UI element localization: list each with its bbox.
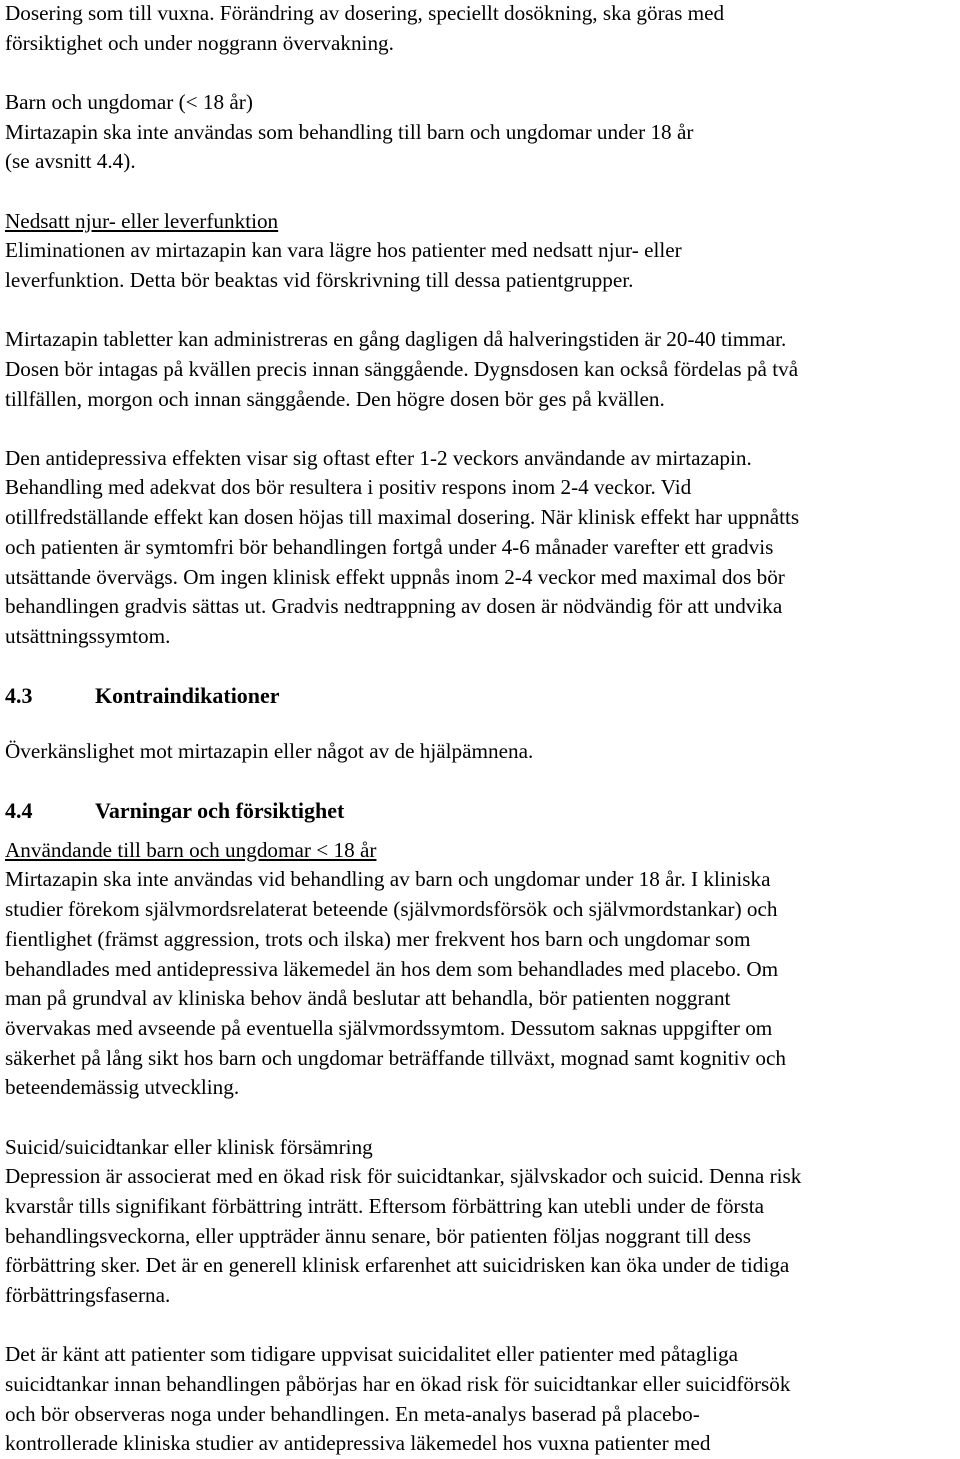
text-line: Dosen bör intagas på kvällen precis innan sänggående. Dygnsdosen kan också fördelas på två [5,356,799,381]
text-line: behandlingsveckorna, eller uppträder ännu senare, bör patienten följas noggrant till dess [5,1223,752,1248]
text-line: studier förekom självmordsrelaterat beteende (självmordsförsök och självmordstankar) och [5,897,778,922]
text-line: behandlades med antidepressiva läkemedel än hos dem som behandlades med placebo. Om [5,956,779,981]
text-line: Dosering som till vuxna. Förändring av dosering, speciellt dosökning, ska göras med [5,1,725,25]
text-line: Det är känt att patienter som tidigare uppvisat suicidalitet eller patienter med påtagliga [5,1342,739,1367]
text-line: fientlighet (främst aggression, trots och ilska) mer frekvent hos barn och ungdomar som [5,926,751,951]
text-line: förbättring sker. Det är en generell klinisk erfarenhet att suicidrisken kan öka under de tidiga [5,1253,790,1278]
section-number: 4.4 [5,798,33,824]
section-title: Varningar och försiktighet [95,798,345,824]
paragraph-dose-adults [5,0,957,58]
text-line: man på grundval av kliniska behov ändå beslutar att behandla, bör patienten noggrant [5,986,731,1011]
section-renal-hepatic [5,207,957,296]
text-line: Mirtazapin ska inte användas vid behandling av barn och ungdomar under 18 år. I kliniska [5,867,771,892]
text-line: utsättande övervägs. Om ingen klinisk effekt uppnås inom 2-4 veckor med maximal dos bör [5,564,785,589]
section-children [5,88,957,177]
text-line: suicidtankar innan behandlingen påbörjas har en ökad risk för suicidtankar eller suicidförsök [5,1372,791,1397]
subheading-suicide: Suicid/suicidtankar eller klinisk försämring [5,1134,373,1159]
text-line: Mirtazapin ska inte användas som behandling till barn och ungdomar under 18 år [5,119,694,144]
text-line: och bör observeras noga under behandlingen. En meta-analys baserad på placebo- [5,1401,700,1426]
section-suicide [5,1133,957,1311]
text-line: Behandling med adekvat dos bör resultera i positiv respons inom 2-4 veckor. Vid [5,475,692,500]
text-line: säkerhet på lång sikt hos barn och ungdomar beträffande tillväxt, mognad samt kognitiv och [5,1045,786,1070]
text-line: övervakas med avseende på eventuella självmordssymtom. Dessutom saknas uppgifter om [5,1015,773,1040]
text-line: beteendemässig utveckling. [5,1075,240,1100]
text-line: kontrollerade kliniska studier av antidepressiva läkemedel hos vuxna patienter med [5,1431,711,1456]
paragraph-suicide-history [5,1340,957,1459]
paragraph-effect [5,444,957,652]
text-line: otillfredställande effekt kan dosen höjas till maximal dosering. När klinisk effekt har uppnåtts [5,505,800,530]
text-line: leverfunktion. Detta bör beaktas vid förskrivning till dessa patientgrupper. [5,267,634,292]
text-line: försiktighet och under noggrann övervakning. [5,30,394,55]
text-line: kvarstår tills signifikant förbättring inträtt. Eftersom förbättring kan utebli under de första [5,1194,765,1218]
text-line: behandlingen gradvis sättas ut. Gradvis nedtrappning av dosen är nödvändig för att undvika [5,594,783,619]
text-line: Depression är associerat med en ökad risk för suicidtankar, självskador och suicid. Denna risk [5,1164,802,1189]
section-number: 4.3 [5,683,33,709]
text-line: Den antidepressiva effekten visar sig oftast efter 1-2 veckors användande av mirtazapin. [5,445,752,470]
subheading-pediatric-use: Användande till barn och ungdomar < 18 år [5,837,377,862]
subheading-renal-hepatic: Nedsatt njur- eller leverfunktion [5,208,279,233]
text-line: (se avsnitt 4.4). [5,149,136,174]
text-line: tillfällen, morgon och innan sänggående. Den högre dosen bör ges på kvällen. [5,386,665,411]
text-line: och patienten är symtomfri bör behandlingen fortgå under 4-6 månader varefter ett gradvis [5,534,774,559]
text-line: Mirtazapin tabletter kan administreras en gång dagligen då halveringstiden är 20-40 timmar. [5,327,787,352]
text-line: förbättringsfaserna. [5,1283,171,1308]
section-heading-4-4 [5,796,957,826]
section-pediatric-use [5,836,957,1103]
text-line: utsättningssymtom. [5,623,171,648]
subheading-children: Barn och ungdomar (< 18 år) [5,89,253,114]
paragraph-administration [5,325,957,414]
document-page [5,0,957,1459]
section-title: Kontraindikationer [95,683,280,709]
text-line: Eliminationen av mirtazapin kan vara lägre hos patienter med nedsatt njur- eller [5,238,682,263]
text-line: Överkänslighet mot mirtazapin eller något av de hjälpämnena. [5,738,534,763]
section-heading-4-3 [5,681,957,711]
paragraph-contraindications [5,737,957,767]
